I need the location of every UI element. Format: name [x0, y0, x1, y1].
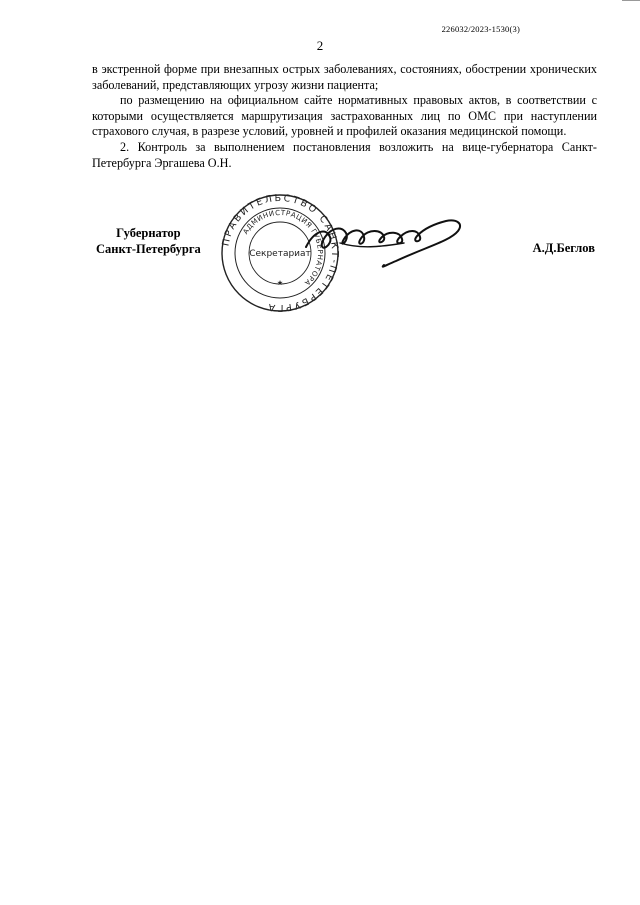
stamp-center-text: Секретариат — [249, 249, 311, 259]
stamp-inner-text: АДМИНИСТРАЦИЯ ГУБЕРНАТОРА — [241, 208, 325, 288]
signer-title-line-2: Санкт-Петербурга — [96, 242, 201, 256]
signer-title-line-1: Губернатор — [116, 226, 181, 240]
handwritten-signature — [300, 203, 480, 273]
corner-mark — [622, 0, 640, 1]
paragraph-1: в экстренной форме при внезапных острых заболеваниях, состояниях, обострении хронических заболеваний, представляющих угрозу жизни пациента; — [92, 62, 597, 92]
paragraph-3: 2. Контроль за выполнением постановления возложить на вице-губернатора Санкт-Петербурга Эргашева О.Н. — [92, 139, 597, 170]
document-number: 226032/2023-1530(3) — [441, 24, 520, 34]
stamp-outer-text: ПРАВИТЕЛЬСТВО САНКТ-ПЕТЕРБУРГА — [220, 193, 340, 313]
signer-name: А.Д.Беглов — [532, 241, 595, 255]
paragraph-2: по размещению на официальном сайте нормативных правовых актов, в соответствии с которыми осуществляется маршрутизация застрахованных лиц по ОМС при наступлении страхового случая, в разрезе условий, уровней и профилей оказания медицинской помощи. — [92, 93, 597, 139]
stamp-star-icon: ★ — [276, 279, 284, 287]
signature-underline — [340, 243, 404, 247]
document-body — [92, 62, 597, 171]
page-number: 2 — [316, 38, 324, 53]
signer-title — [96, 225, 201, 257]
signature-stroke — [306, 220, 460, 266]
